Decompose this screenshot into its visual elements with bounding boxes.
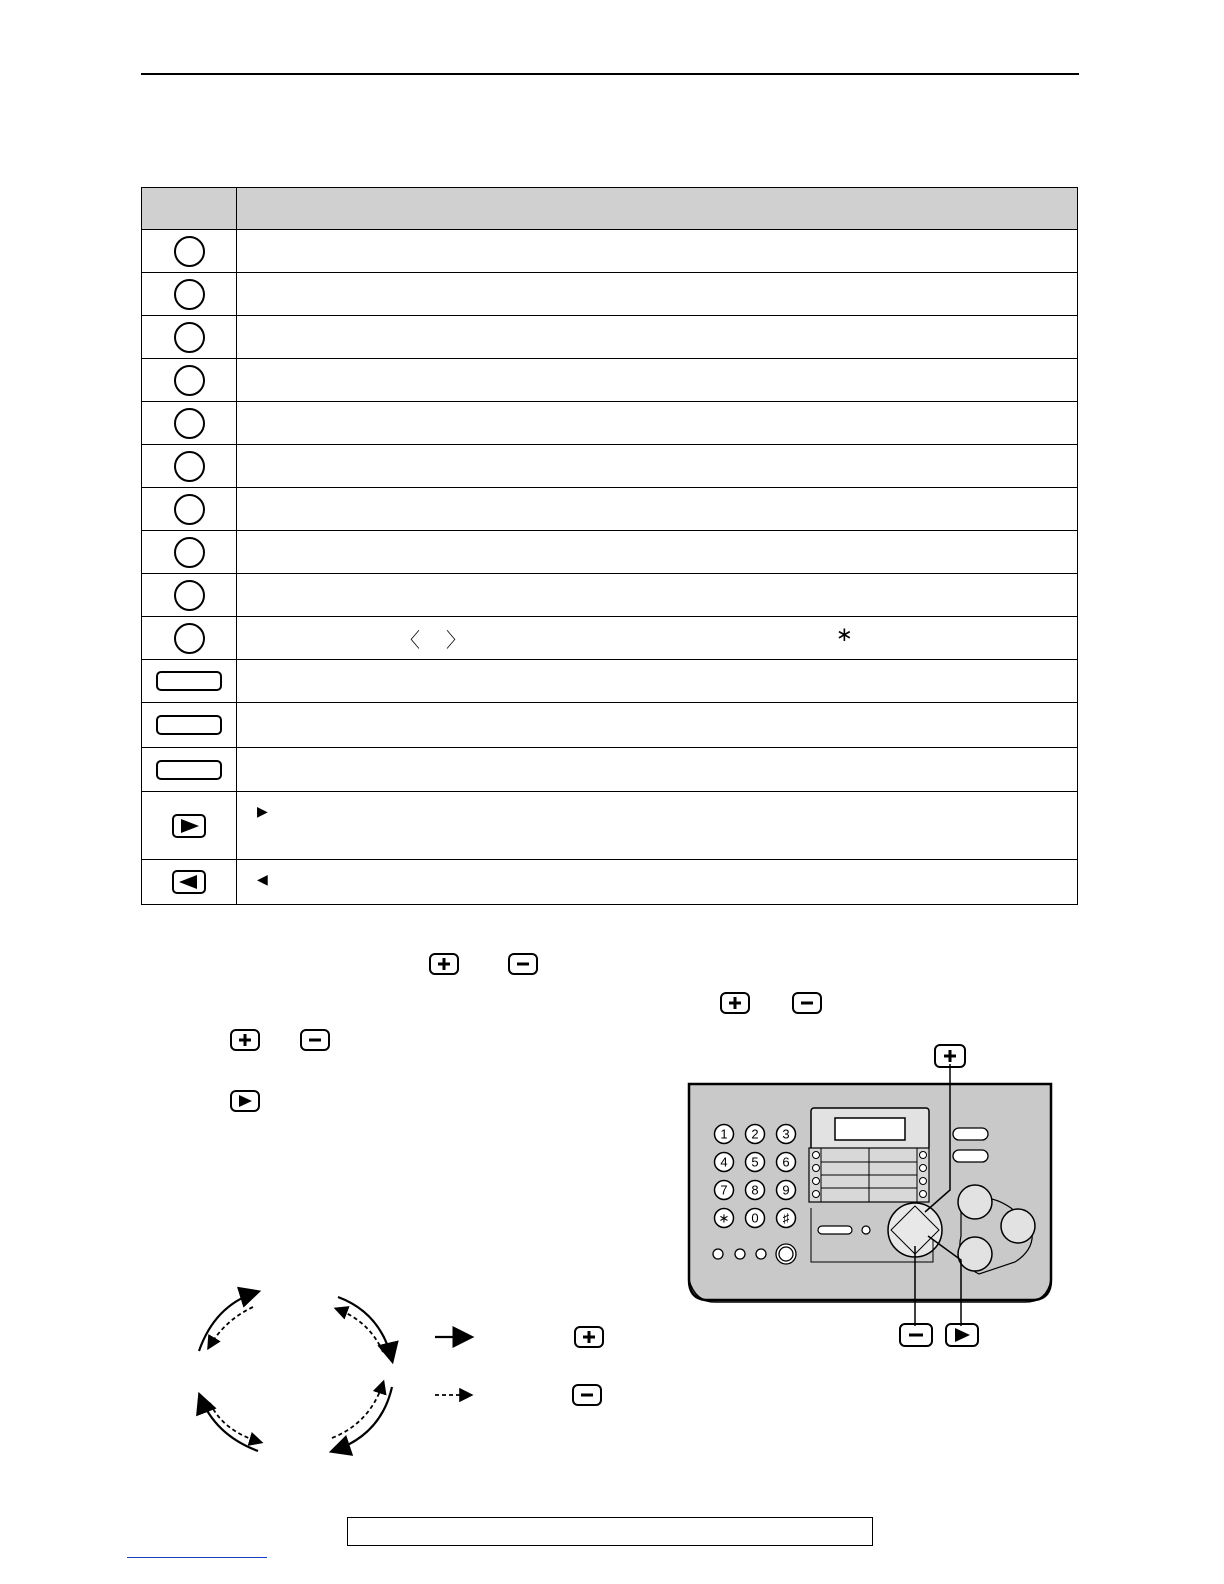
- round-key-icon: [174, 580, 205, 611]
- key-cell: [142, 230, 237, 273]
- table-row: [142, 445, 1078, 488]
- right-angle-glyph: 〉: [446, 628, 466, 652]
- description-cell: [237, 860, 1078, 905]
- table-row: [142, 660, 1078, 703]
- keypad-key-label: ∗: [718, 1210, 730, 1226]
- round-key-icon: [174, 623, 205, 654]
- arrow-dashed-top-right: [337, 1309, 383, 1352]
- key-cell: [142, 792, 237, 860]
- table-header-row: [142, 188, 1078, 230]
- plus-button-icon: [429, 953, 459, 975]
- key-cell: [142, 703, 237, 748]
- key-cell: [142, 316, 237, 359]
- arrow-dashed-bottom-left: [210, 1403, 260, 1442]
- oval-button-1: [953, 1128, 988, 1140]
- description-cell: [237, 748, 1078, 792]
- description-cell: [237, 660, 1078, 703]
- key-cell: [142, 488, 237, 531]
- keypad-key-label: ♯: [782, 1210, 790, 1226]
- table-row: [142, 617, 1078, 660]
- description-cell: [237, 488, 1078, 531]
- round-key-icon: [174, 494, 205, 525]
- legend-plus-button-icon: [574, 1326, 604, 1348]
- key-cell: [142, 531, 237, 574]
- description-cell: [237, 792, 1078, 860]
- table-row: [142, 574, 1078, 617]
- header-key-cell: [142, 188, 237, 230]
- keypad-key-label: 4: [720, 1154, 728, 1170]
- keypad-key-label: 9: [782, 1182, 790, 1198]
- callout-minus-button-icon: [899, 1323, 933, 1347]
- big-button-top: [958, 1185, 992, 1219]
- keypad-key-label: 3: [782, 1126, 790, 1142]
- key-cell: [142, 402, 237, 445]
- round-key-icon: [174, 322, 205, 353]
- key-cell: [142, 273, 237, 316]
- description-cell: [237, 316, 1078, 359]
- top-rule: [141, 73, 1079, 75]
- cycle-diagram: [185, 1285, 625, 1460]
- description-cell: [237, 402, 1078, 445]
- description-cell: [237, 574, 1078, 617]
- description-cell: [237, 359, 1078, 402]
- rect-key-icon: [156, 760, 222, 780]
- plus-button-icon: [230, 1029, 260, 1051]
- table-row: [142, 402, 1078, 445]
- footer-link-underline[interactable]: [127, 1557, 267, 1558]
- plus-button-icon: [720, 992, 750, 1014]
- minus-button-icon: [792, 992, 822, 1014]
- round-key-icon: [174, 408, 205, 439]
- description-cell: [237, 445, 1078, 488]
- play-button-icon: [230, 1090, 260, 1112]
- key-cell: [142, 359, 237, 402]
- key-table: [141, 187, 1078, 905]
- slot: [818, 1226, 852, 1234]
- keypad-key-label: 0: [751, 1210, 759, 1226]
- keypad-key-label: 8: [751, 1182, 759, 1198]
- description-cell: [237, 531, 1078, 574]
- round-key-icon: [174, 236, 205, 267]
- callout-plus-button-icon: [934, 1044, 966, 1068]
- small-indicator: [862, 1226, 870, 1234]
- callout-play-button-icon: [945, 1323, 979, 1347]
- table-row: [142, 359, 1078, 402]
- key-cell: [142, 660, 237, 703]
- key-cell: [142, 748, 237, 792]
- minus-button-icon: [300, 1029, 330, 1051]
- table-row: [142, 792, 1078, 860]
- keypad-key-label: 2: [751, 1126, 759, 1142]
- key-cell: [142, 445, 237, 488]
- lcd-window: [835, 1118, 905, 1140]
- table-row: [142, 230, 1078, 273]
- description-cell: [237, 273, 1078, 316]
- footer-box: [347, 1517, 873, 1546]
- big-button-right: [1001, 1209, 1035, 1243]
- arrow-solid-top-left: [199, 1292, 257, 1351]
- table-row: [142, 703, 1078, 748]
- left-triangle-marker: ◀: [257, 872, 268, 888]
- keypad-key-label: 5: [751, 1154, 759, 1170]
- asterisk-glyph: ∗: [836, 622, 853, 646]
- rect-key-icon: [156, 671, 222, 691]
- table-row: [142, 860, 1078, 905]
- rect-key-icon: [156, 715, 222, 735]
- table-row: [142, 316, 1078, 359]
- key-cell: [142, 617, 237, 660]
- arrow-dashed-top-left: [209, 1307, 253, 1347]
- right-arrow-key-icon: [172, 814, 206, 838]
- left-angle-glyph: 〈: [400, 628, 420, 652]
- left-arrow-key-icon: [172, 870, 206, 894]
- round-key-icon: [174, 451, 205, 482]
- table-row: [142, 531, 1078, 574]
- description-cell: [237, 617, 1078, 660]
- description-cell: [237, 230, 1078, 273]
- key-cell: [142, 860, 237, 905]
- arrow-solid-bottom-left: [200, 1396, 258, 1451]
- round-key-icon: [174, 279, 205, 310]
- keypad-key-label: 7: [720, 1182, 728, 1198]
- table-row: [142, 748, 1078, 792]
- right-triangle-marker: ▶: [257, 804, 268, 820]
- round-key-icon: [174, 365, 205, 396]
- description-cell: [237, 703, 1078, 748]
- arrow-dashed-bottom-right: [332, 1383, 383, 1438]
- keypad-key-label: 1: [720, 1126, 728, 1142]
- minus-button-icon: [508, 953, 538, 975]
- fax-panel-illustration: [685, 1040, 1057, 1350]
- key-cell: [142, 574, 237, 617]
- arrow-solid-top-right: [338, 1297, 392, 1360]
- table-row: [142, 488, 1078, 531]
- header-desc-cell: [237, 188, 1078, 230]
- round-key-icon: [174, 537, 205, 568]
- keypad-key-label: 6: [782, 1154, 790, 1170]
- legend-minus-button-icon: [572, 1384, 602, 1406]
- table-row: [142, 273, 1078, 316]
- big-button-bottom: [958, 1237, 992, 1271]
- oval-button-2: [953, 1150, 988, 1162]
